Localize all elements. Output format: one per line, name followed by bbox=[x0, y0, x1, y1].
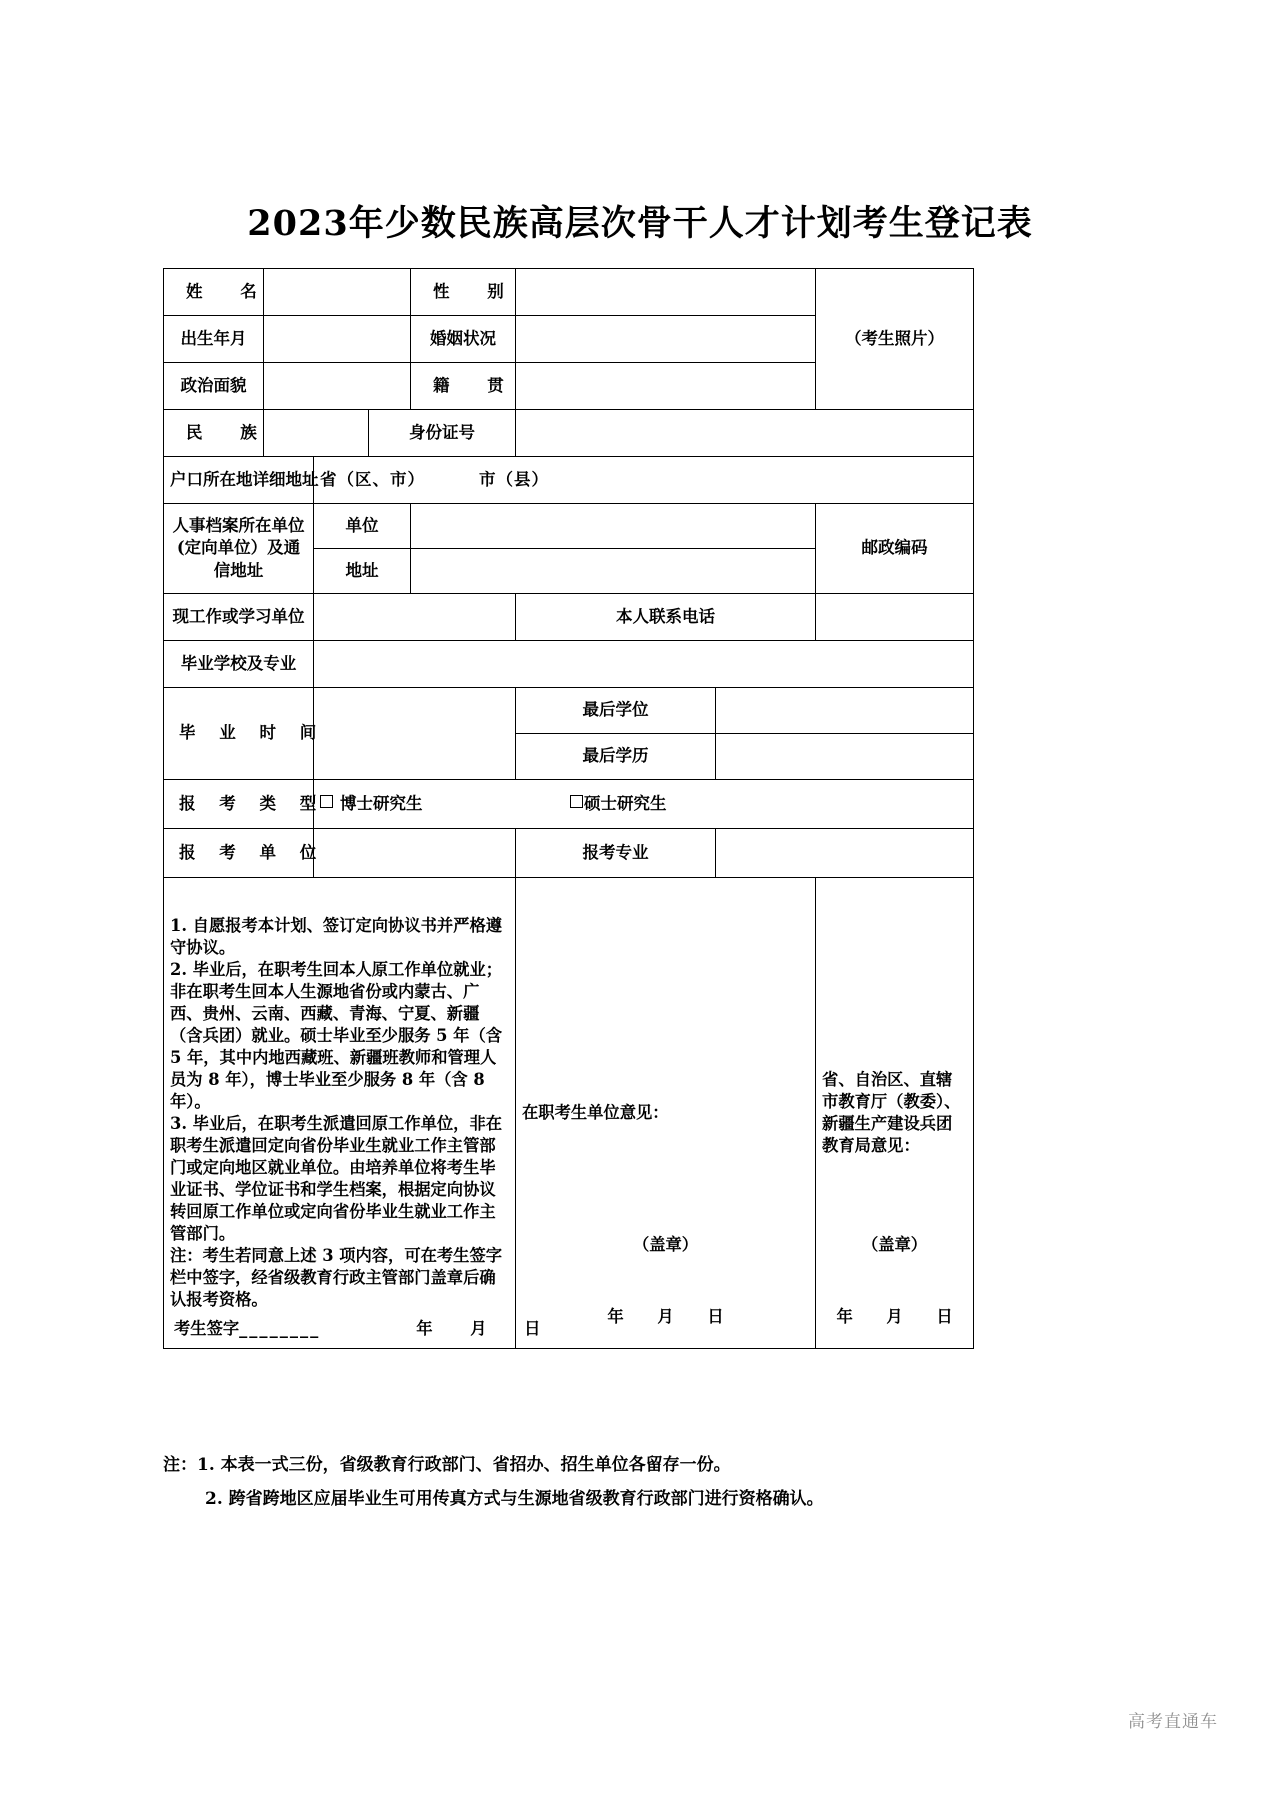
employer-date: 年 月 日 bbox=[607, 1307, 738, 1326]
ethnicity-label: 民 族 bbox=[164, 410, 264, 457]
gender-label: 性 别 bbox=[411, 269, 516, 316]
final-degree-value[interactable] bbox=[716, 688, 974, 734]
household-address-value[interactable] bbox=[314, 457, 974, 504]
final-education-label: 最后学历 bbox=[516, 734, 716, 780]
household-address-province: 省（区、市） bbox=[320, 469, 425, 489]
apply-type-label: 报 考 类 型 bbox=[164, 780, 314, 829]
postcode-label: 邮政编码 bbox=[816, 504, 974, 594]
signature-input-line[interactable]: ________ bbox=[239, 1319, 321, 1338]
table-row-graduate-school bbox=[164, 641, 974, 688]
birth-value[interactable] bbox=[264, 316, 411, 363]
name-value[interactable] bbox=[264, 269, 411, 316]
footnote-2: 2. 跨省跨地区应届毕业生可用传真方式与生源地省级教育行政部门进行资格确认。 bbox=[205, 1489, 824, 1509]
photo-cell: （考生照片） bbox=[816, 269, 974, 410]
education-dept-opinion-label: 省、自治区、直辖市教育厅（教委）、新疆生产建设兵团教育局意见： bbox=[822, 1070, 961, 1155]
employer-seal-text: （盖章） bbox=[632, 1235, 699, 1254]
household-address-label: 户口所在地详细地址 bbox=[164, 457, 314, 504]
id-number-label: 身份证号 bbox=[369, 410, 516, 457]
table-row-declaration bbox=[164, 878, 974, 1349]
apply-type-options bbox=[314, 780, 974, 829]
id-number-value[interactable] bbox=[516, 410, 974, 457]
native-place-value[interactable] bbox=[516, 363, 816, 410]
declaration-item-1: 1. 自愿报考本计划、签订定向协议书并严格遵守协议。 bbox=[170, 916, 503, 957]
footnote-1 bbox=[163, 1448, 1123, 1482]
graduation-time-value[interactable] bbox=[314, 688, 516, 780]
declaration-item-2: 2. 毕业后，在职考生回本人原工作单位就业；非在职考生回本人生源地省份或内蒙古、广西、贵州、云南、西藏、青海、宁夏、新疆（含兵团）就业。硕士毕业至少服务 5 年（含 5 年，其中内地西藏班、新疆班教师和管理人员为 8 年），博士毕业至少服务 8 年（含 8 年）。 bbox=[170, 960, 503, 1111]
table-row-personnel-unit bbox=[164, 504, 974, 549]
table-row-household-address bbox=[164, 457, 974, 504]
education-dept-date: 年 月 日 bbox=[836, 1307, 967, 1326]
footnote-1-text: 1. 本表一式三份，省级教育行政部门、省招办、招生单位各留存一份。 bbox=[197, 1455, 731, 1475]
table-row-final-degree bbox=[164, 688, 974, 734]
address-label: 地址 bbox=[314, 549, 411, 594]
apply-type-master-option[interactable] bbox=[570, 794, 667, 813]
household-address-city: 市（县） bbox=[479, 469, 549, 489]
graduation-time-label: 毕 业 时 间 bbox=[164, 688, 314, 780]
marital-value[interactable] bbox=[516, 316, 816, 363]
unit-value[interactable] bbox=[411, 504, 816, 549]
signature-label: 考生签字 bbox=[174, 1319, 240, 1338]
current-work-label: 现工作或学习单位 bbox=[164, 594, 314, 641]
signature-date[interactable]: 年 月 日 bbox=[416, 1319, 557, 1338]
current-work-value[interactable] bbox=[314, 594, 516, 641]
footnote-prefix: 注： bbox=[163, 1455, 197, 1475]
apply-type-doctor-label: 博士研究生 bbox=[340, 793, 423, 813]
apply-type-master-label: 硕士研究生 bbox=[584, 793, 667, 813]
personnel-file-label: 人事档案所在单位(定向单位）及通信地址 bbox=[164, 504, 314, 594]
marital-label: 婚姻状况 bbox=[411, 316, 516, 363]
declaration-item-3: 3. 毕业后，在职考生派遣回原工作单位，非在职考生派遣回定向省份毕业生就业工作主管部门或定向地区就业单位。由培养单位将考生毕业证书、学位证书和学生档案，根据定向协议转回原工作单位或定向省份毕业生就业工作主管部门。 bbox=[170, 1114, 503, 1243]
checkbox-icon-doctor[interactable] bbox=[320, 795, 333, 808]
registration-form-table bbox=[163, 268, 974, 1349]
address-value[interactable] bbox=[411, 549, 816, 594]
table-row-name bbox=[164, 269, 974, 316]
checkbox-icon-master[interactable] bbox=[570, 795, 583, 808]
gender-value[interactable] bbox=[516, 269, 816, 316]
final-education-value[interactable] bbox=[716, 734, 974, 780]
apply-major-label: 报考专业 bbox=[516, 829, 716, 878]
footnotes bbox=[163, 1448, 1123, 1516]
political-value[interactable] bbox=[264, 363, 411, 410]
declaration-note: 注：考生若同意上述 3 项内容，可在考生签字栏中签字，经省级教育行政主管部门盖章后确认报考资格。 bbox=[170, 1246, 503, 1309]
name-label: 姓 名 bbox=[164, 269, 264, 316]
page-title: 2023年少数民族高层次骨干人才计划考生登记表 bbox=[247, 203, 1033, 244]
ethnicity-value[interactable] bbox=[264, 410, 369, 457]
apply-major-value[interactable] bbox=[716, 829, 974, 878]
education-dept-opinion-cell[interactable] bbox=[816, 878, 974, 1349]
apply-type-doctor-option[interactable] bbox=[320, 793, 570, 815]
final-degree-label: 最后学位 bbox=[516, 688, 716, 734]
apply-unit-value[interactable] bbox=[314, 829, 516, 878]
apply-unit-label: 报 考 单 位 bbox=[164, 829, 314, 878]
table-row-ethnicity bbox=[164, 410, 974, 457]
birth-label: 出生年月 bbox=[164, 316, 264, 363]
employer-opinion-label: 在职考生单位意见： bbox=[522, 1103, 669, 1122]
watermark: 高考直通车 bbox=[1128, 1712, 1218, 1732]
declaration-block bbox=[164, 878, 557, 1349]
political-label: 政治面貌 bbox=[164, 363, 264, 410]
unit-label: 单位 bbox=[314, 504, 411, 549]
phone-value[interactable] bbox=[816, 594, 974, 641]
graduate-school-label: 毕业学校及专业 bbox=[164, 641, 314, 688]
table-row-current-work bbox=[164, 594, 974, 641]
education-dept-seal-text: （盖章） bbox=[861, 1235, 928, 1254]
table-row-apply-unit bbox=[164, 829, 974, 878]
graduate-school-value[interactable] bbox=[314, 641, 974, 688]
phone-label: 本人联系电话 bbox=[516, 594, 816, 641]
employer-opinion-cell[interactable] bbox=[516, 878, 816, 1349]
native-place-label: 籍 贯 bbox=[411, 363, 516, 410]
table-row-apply-type bbox=[164, 780, 974, 829]
